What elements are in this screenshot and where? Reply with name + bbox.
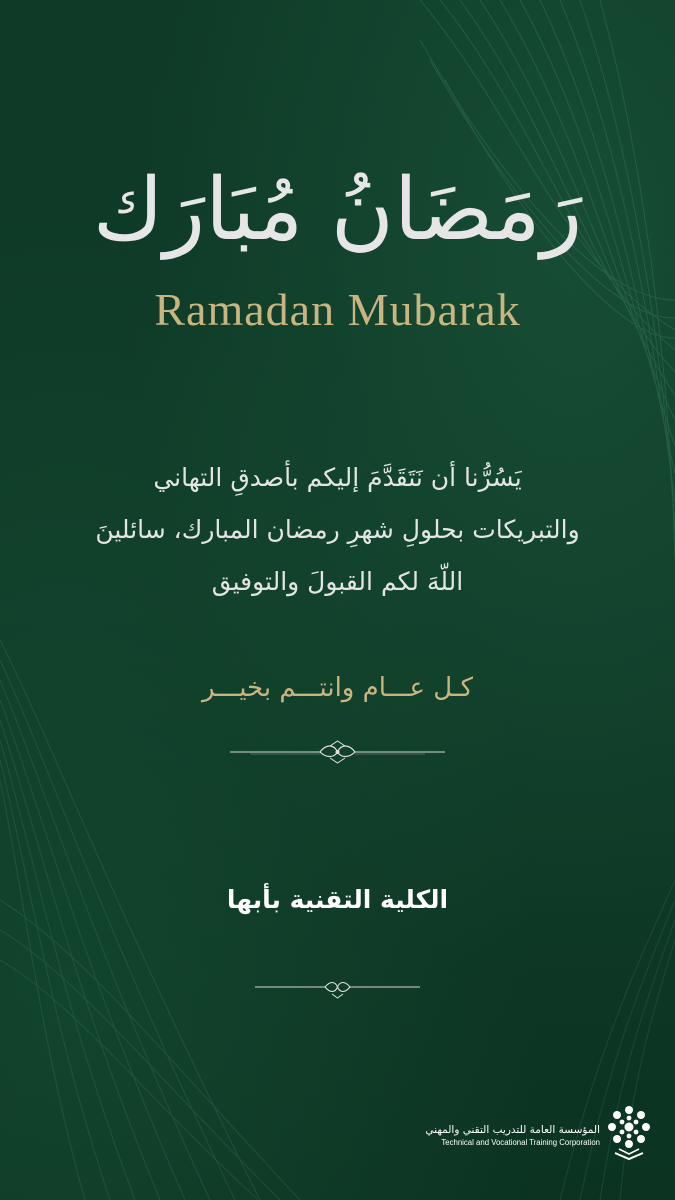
ornament-divider-icon bbox=[230, 975, 445, 999]
tvtc-flower-logo-icon bbox=[605, 1103, 653, 1163]
greeting-line: يَسُرُّنا أن نَتَقَدَّمَ إليكم بأصدقِ التهاني bbox=[153, 463, 522, 492]
ramadan-mubarak-title: Ramadan Mubarak bbox=[154, 284, 521, 335]
logo-name-arabic: المؤسسة العامة للتدريب التقني والمهني bbox=[425, 1124, 600, 1136]
ramadan-mubarak-calligraphy: رَمَضَانُ مُبَارَك bbox=[92, 160, 583, 260]
tvtc-logo bbox=[412, 1103, 652, 1163]
greeting-line: اللّهَ لكم القبولَ والتوفيق bbox=[211, 567, 464, 596]
college-name: الكلية التقنية بأبها bbox=[226, 885, 449, 914]
logo-text bbox=[412, 1123, 600, 1148]
greeting-line: والتبريكات بحلولِ شهرِ رمضان المبارك، سائلينَ bbox=[95, 515, 580, 544]
greeting-message bbox=[60, 452, 615, 608]
logo-name-english: Technical and Vocational Training Corporation bbox=[441, 1138, 600, 1147]
wishes-text: كـل عـــام وانتـــم بخيـــر bbox=[202, 673, 473, 703]
ornament-divider-icon bbox=[230, 740, 445, 764]
